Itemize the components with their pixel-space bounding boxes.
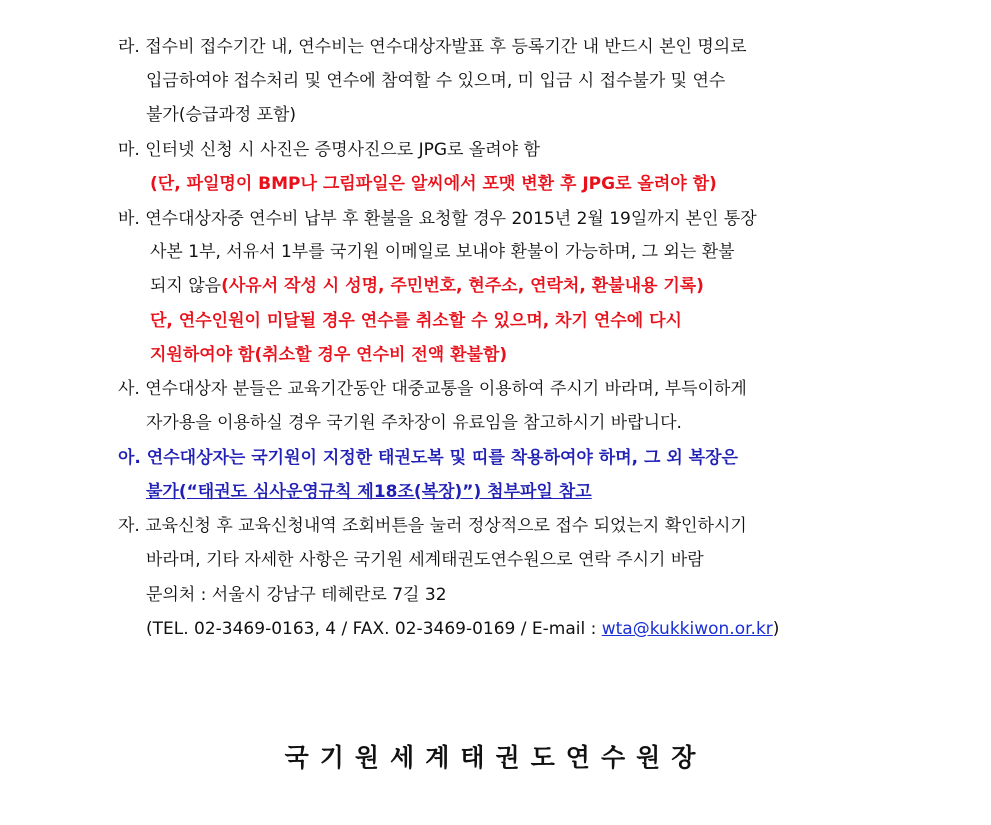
contact-prefix: (TEL. 02-3469-0163, 4 / FAX. 02-3469-0169 / E-mail : (146, 619, 602, 639)
item-ma-line-1: 마. 인터넷 신청 시 사진은 증명사진으로 JPG로 올려야 함 (118, 140, 540, 160)
item-ja-line-1: 자. 교육신청 후 교육신청내역 조회버튼을 눌러 정상적으로 접수 되었는지 확인하시기 (118, 516, 747, 536)
item-a-line-2: 불가(“태권도 심사운영규칙 제18조(복장)”) 첨부파일 참고 (146, 482, 592, 502)
item-ra-line-1: 라. 접수비 접수기간 내, 연수비는 연수대상자발표 후 등록기간 내 반드시 본인 명의로 (118, 37, 747, 57)
item-ra-line-3: 불가(승급과정 포함) (146, 105, 297, 125)
item-ba-line-5: 지원하여야 함(취소할 경우 연수비 전액 환불함) (150, 345, 508, 365)
item-ja-line-4 (146, 618, 779, 640)
item-ja-line-3: 문의처 : 서울시 강남구 테헤란로 7길 32 (146, 585, 447, 605)
item-ra-line-2: 입금하여야 접수처리 및 연수에 참여할 수 있으며, 미 입금 시 접수불가 및 연수 (146, 71, 726, 91)
item-ba-line-3-plain: 되지 않음 (150, 276, 222, 296)
item-ba-line-3 (150, 275, 704, 297)
item-a-line-1: 아. 연수대상자는 국기원이 지정한 태권도복 및 띠를 착용하여야 하며, 그 외 복장은 (118, 448, 738, 468)
item-sa-line-2: 자가용을 이용하실 경우 국기원 주차장이 유료임을 참고하시기 바랍니다. (146, 413, 682, 433)
issuer-signature: 국기원세계태권도연수원장 (284, 743, 707, 772)
item-ba-line-2: 사본 1부, 서유서 1부를 국기원 이메일로 보내야 환불이 가능하며, 그 외는 환불 (150, 242, 735, 262)
item-ma-line-2: (단, 파일명이 BMP나 그림파일은 알씨에서 포맷 변환 후 JPG로 올려야 함) (150, 174, 717, 194)
item-ba-line-3-red: (사유서 작성 시 성명, 주민번호, 현주소, 연락처, 환불내용 기록) (221, 276, 704, 296)
item-ja-line-2: 바라며, 기타 자세한 사항은 국기원 세계태권도연수원으로 연락 주시기 바람 (146, 550, 704, 570)
email-link[interactable]: wta@kukkiwon.or.kr (601, 619, 773, 639)
contact-suffix: ) (772, 619, 780, 639)
item-ba-line-4: 단, 연수인원이 미달될 경우 연수를 취소할 수 있으며, 차기 연수에 다시 (150, 311, 682, 331)
item-ba-line-1: 바. 연수대상자중 연수비 납부 후 환불을 요청할 경우 2015년 2월 19일까지 본인 통장 (118, 209, 757, 229)
item-sa-line-1: 사. 연수대상자 분들은 교육기간동안 대중교통을 이용하여 주시기 바라며, 부득이하게 (118, 379, 747, 399)
